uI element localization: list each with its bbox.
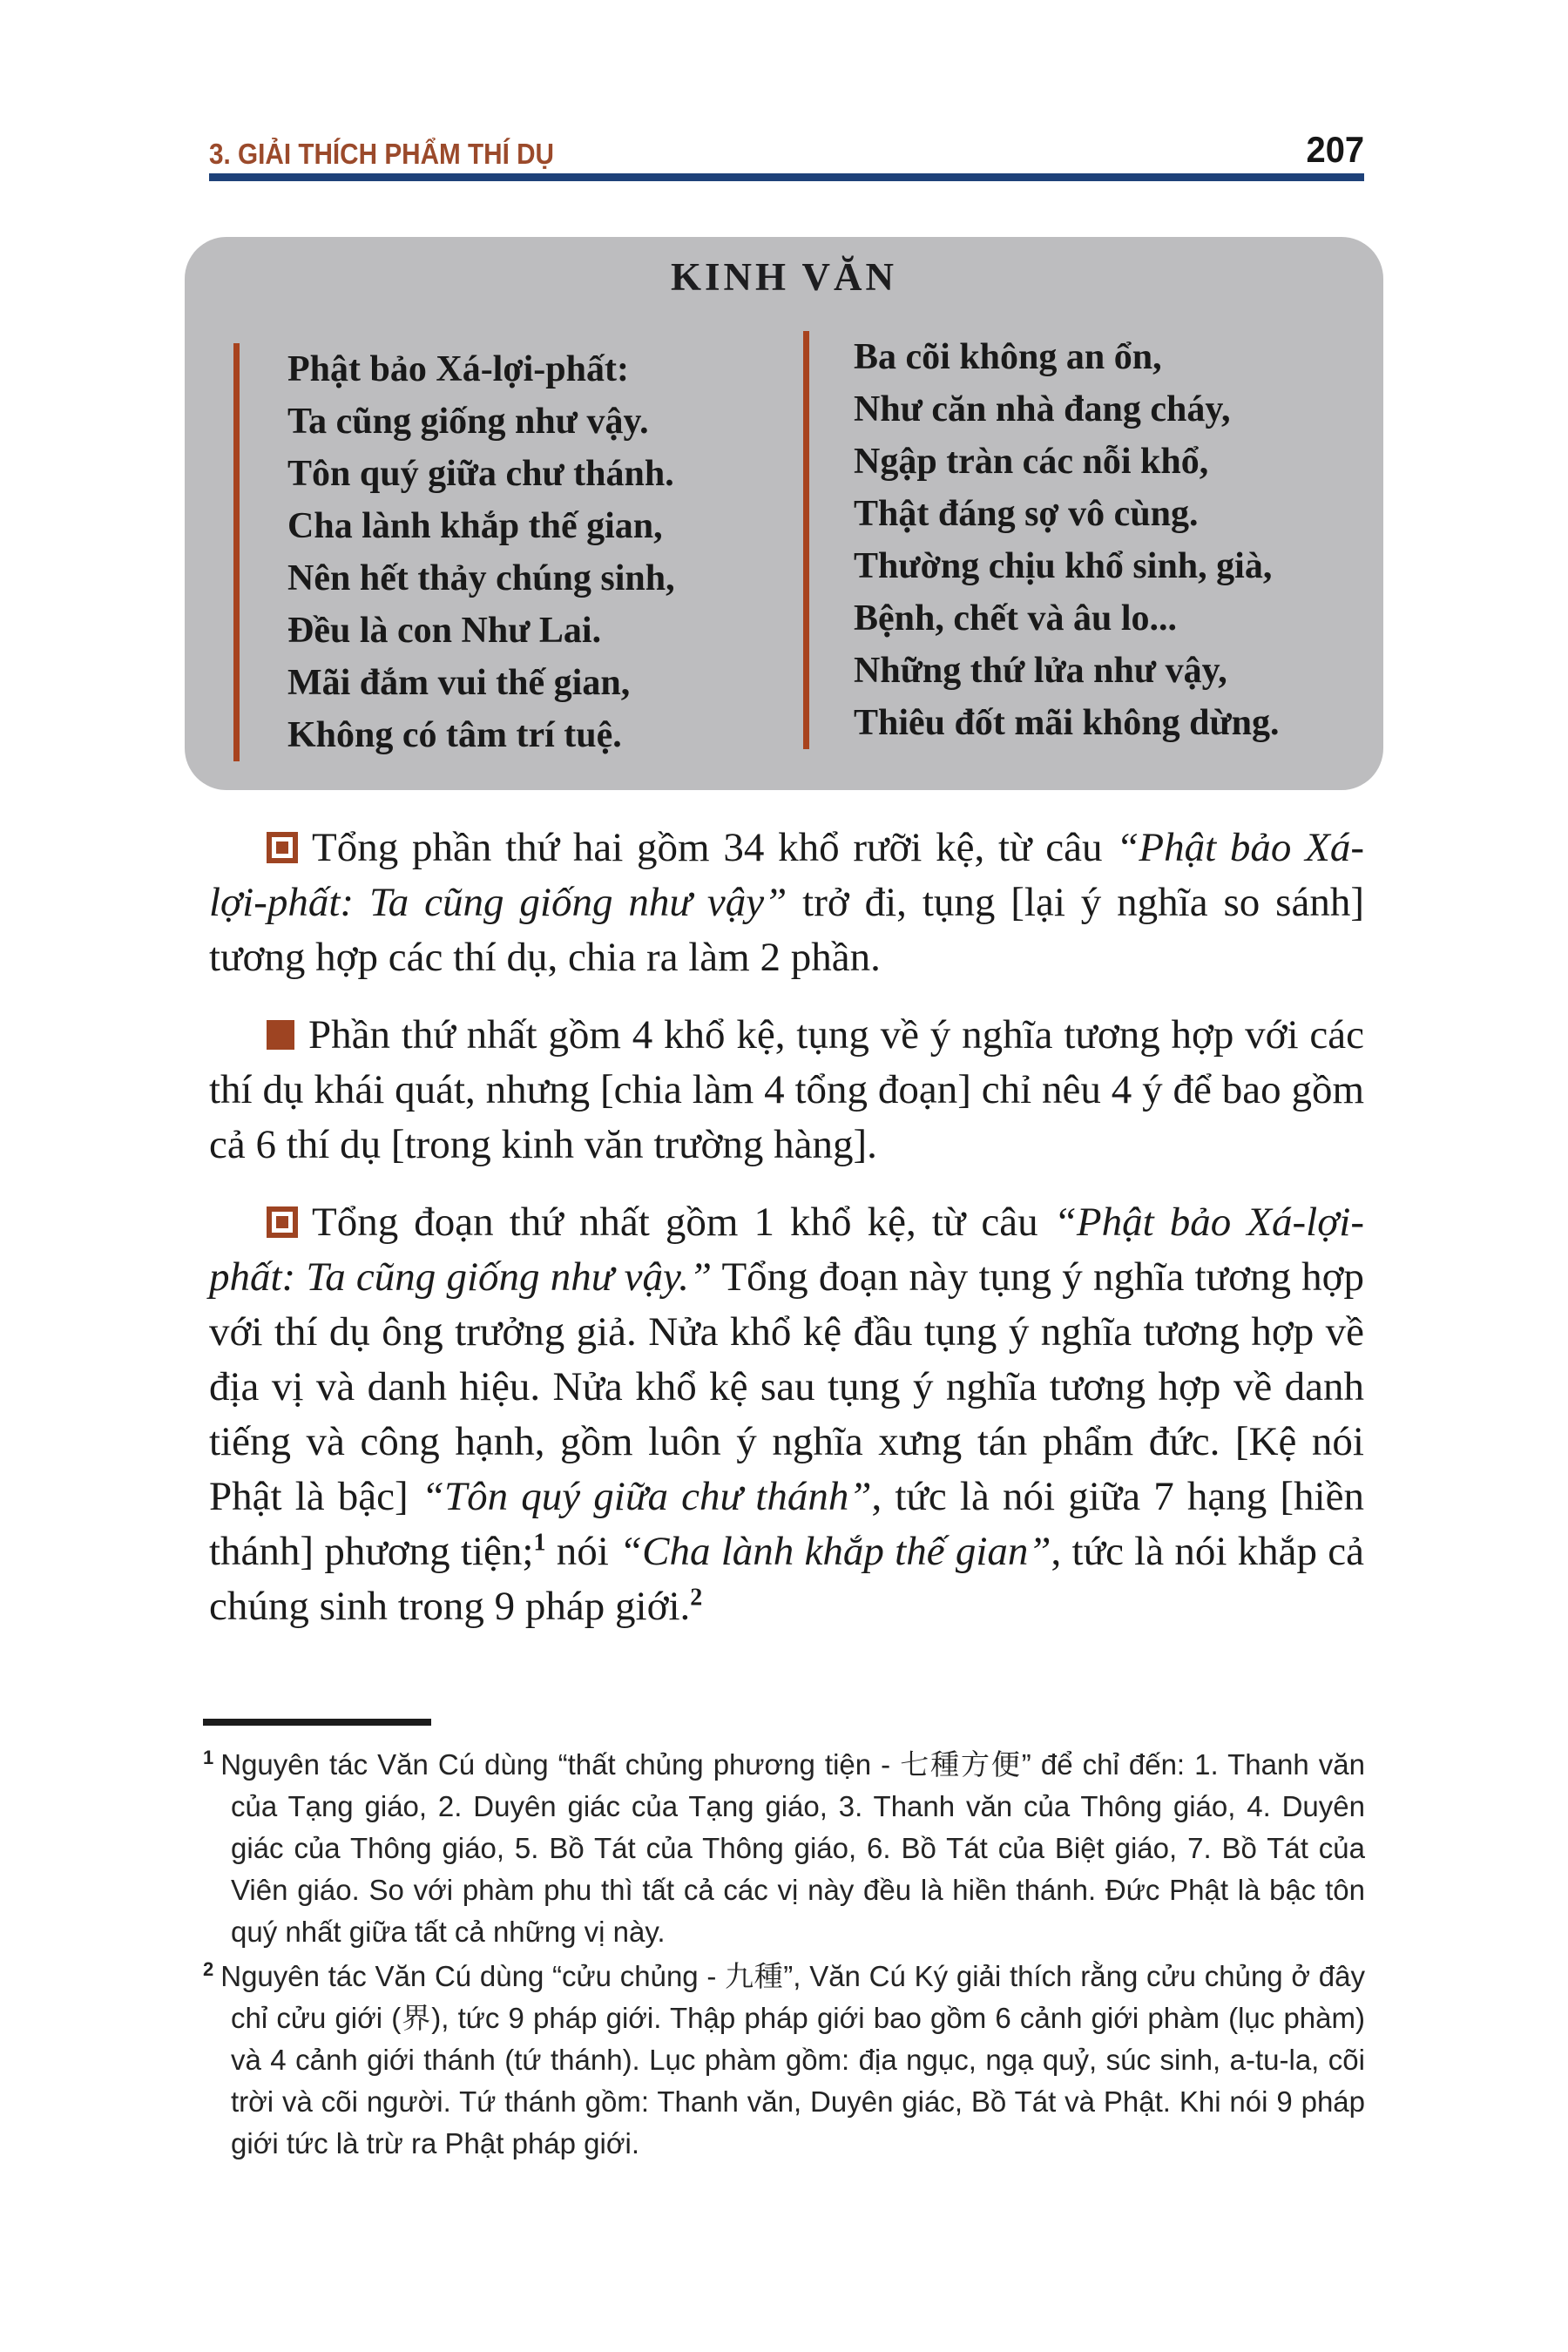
verse-line: Đều là con Như Lai.	[287, 611, 602, 651]
verse-column-right	[803, 331, 1326, 749]
verse-line: Thiêu đốt mãi không dừng.	[854, 703, 1280, 743]
footnote-text: Nguyên tác Văn Cú dùng “cửu chủng - 九種”, Văn Cú Ký giải thích rằng cửu chủng ở đây chỉ cửu giới (界), tức 9 pháp giới. Thập pháp giới bao gồm 6 cảnh giới phàm (lục phàm) và 4 cảnh giới thánh (tứ thánh). Lục phàm gồm: địa ngục, ngạ quỷ, súc sinh, a-tu-la, cõi trời và cõi người. Tứ thánh gồm: Thanh văn, Duyên giác, Bồ Tát và Phật. Khi nói 9 pháp giới tức là trừ ra Phật pháp giới.	[220, 1960, 1365, 2159]
paragraph-text: , tức là nói khắp cả chúng sinh trong 9 pháp giới.	[209, 1529, 1364, 1629]
verse-line: Bệnh, chết và âu lo...	[854, 598, 1178, 639]
page-number: 207	[1306, 129, 1364, 170]
verse-line: Nên hết thảy chúng sinh,	[287, 558, 675, 598]
paragraph-text: Tổng đoạn thứ nhất gồm 1 khổ kệ, từ câu	[312, 1200, 1054, 1245]
footnote-item	[203, 1956, 1365, 2165]
chapter-title: 3. GIẢI THÍCH PHẨM THÍ DỤ	[209, 138, 555, 170]
verse-line: Tôn quý giữa chư thánh.	[287, 454, 674, 494]
footnotes-section	[203, 1744, 1365, 2167]
verse-line: Thật đáng sợ vô cùng.	[854, 494, 1199, 534]
paragraph-text: Phần thứ nhất gồm 4 khổ kệ, tụng về ý nghĩa tương hợp với các thí dụ khái quát, nhưng [chia làm 4 tổng đoạn] chỉ nêu 4 ý để bao gồm cả 6 thí dụ [trong kinh văn trường hàng].	[209, 1012, 1364, 1167]
quoted-verse-text: “Tôn quý giữa chư thánh”	[421, 1474, 872, 1519]
page-header	[209, 129, 1364, 171]
verse-line: Ta cũng giống như vậy.	[287, 402, 649, 442]
footnote-item	[203, 1744, 1365, 1953]
outlined-square-bullet-icon	[267, 832, 298, 863]
paragraph-text: Tổng đoạn này tụng ý nghĩa tương hợp với thí dụ ông trưởng giả. Nửa khổ kệ đầu tụng ý nghĩa tương hợp về địa vị và danh hiệu. Nửa khổ kệ sau tụng ý nghĩa tương hợp về danh tiếng và công hạnh, gồm luôn ý nghĩa xưng tán phẩm đức. [Kệ nói Phật là bậc]	[209, 1254, 1364, 1519]
footnote-separator	[203, 1719, 431, 1726]
quoted-verse-text: “Phật bảo Xá-lợi-phất: Ta cũng giống như vậy”	[209, 825, 1364, 925]
verse-line: Ba cõi không an ổn,	[854, 337, 1162, 377]
commentary-body	[209, 821, 1364, 1657]
footnote-marker: 1	[203, 1747, 214, 1768]
verse-line: Phật bảo Xá-lợi-phất:	[287, 349, 629, 389]
paragraph-text: Tổng phần thứ hai gồm 34 khổ rưỡi kệ, từ câu	[312, 825, 1117, 870]
sutra-box-title: KINH VĂN	[671, 255, 897, 299]
commentary-paragraph	[209, 1008, 1364, 1173]
verse-line: Ngập tràn các nỗi khổ,	[854, 442, 1209, 482]
sutra-verse-box	[185, 237, 1383, 790]
verse-column-left	[233, 343, 758, 761]
verse-line: Cha lành khắp thế gian,	[287, 506, 663, 546]
quoted-verse-text: “Phật bảo Xá-lợi-phất: Ta cũng giống như vậy.”	[209, 1200, 1364, 1300]
footnote-text: Nguyên tác Văn Cú dùng “thất chủng phương tiện - 七種方便” để chỉ đến: 1. Thanh văn của Tạng giáo, 2. Duyên giác của Tạng giáo, 3. Thanh văn của Thông giáo, 4. Duyên giác của Thông giáo, 5. Bồ Tát của Thông giáo, 6. Bồ Tát của Biệt giáo, 7. Bồ Tát của Viên giáo. So với phàm phu thì tất cả các vị này đều là hiền thánh. Đức Phật là bậc tôn quý nhất giữa tất cả những vị này.	[220, 1748, 1365, 1948]
footnote-ref-1: 1	[533, 1529, 546, 1557]
footnote-marker: 2	[203, 1958, 214, 1980]
solid-square-bullet-icon	[267, 1020, 294, 1050]
verse-columns	[233, 337, 1366, 761]
verse-line: Thường chịu khổ sinh, già,	[854, 546, 1273, 586]
outlined-square-bullet-icon	[267, 1206, 298, 1238]
commentary-paragraph	[209, 1195, 1364, 1634]
verse-line: Không có tâm trí tuệ.	[287, 715, 622, 755]
paragraph-text: trở đi, tụng [lại ý nghĩa so sánh] tương hợp các thí dụ, chia ra làm 2 phần.	[209, 880, 1364, 980]
header-divider	[209, 173, 1364, 181]
verse-line: Những thứ lửa như vậy,	[854, 651, 1227, 691]
commentary-paragraph	[209, 821, 1364, 985]
paragraph-text: , tức là nói giữa 7 hạng [hiền thánh] phương tiện;	[209, 1474, 1364, 1574]
verse-line: Như căn nhà đang cháy,	[854, 389, 1231, 429]
quoted-verse-text: “Cha lành khắp thế gian”	[619, 1529, 1051, 1574]
footnote-ref-2: 2	[690, 1584, 703, 1612]
verse-line: Mãi đắm vui thế gian,	[287, 663, 631, 703]
paragraph-text: nói	[545, 1529, 619, 1574]
